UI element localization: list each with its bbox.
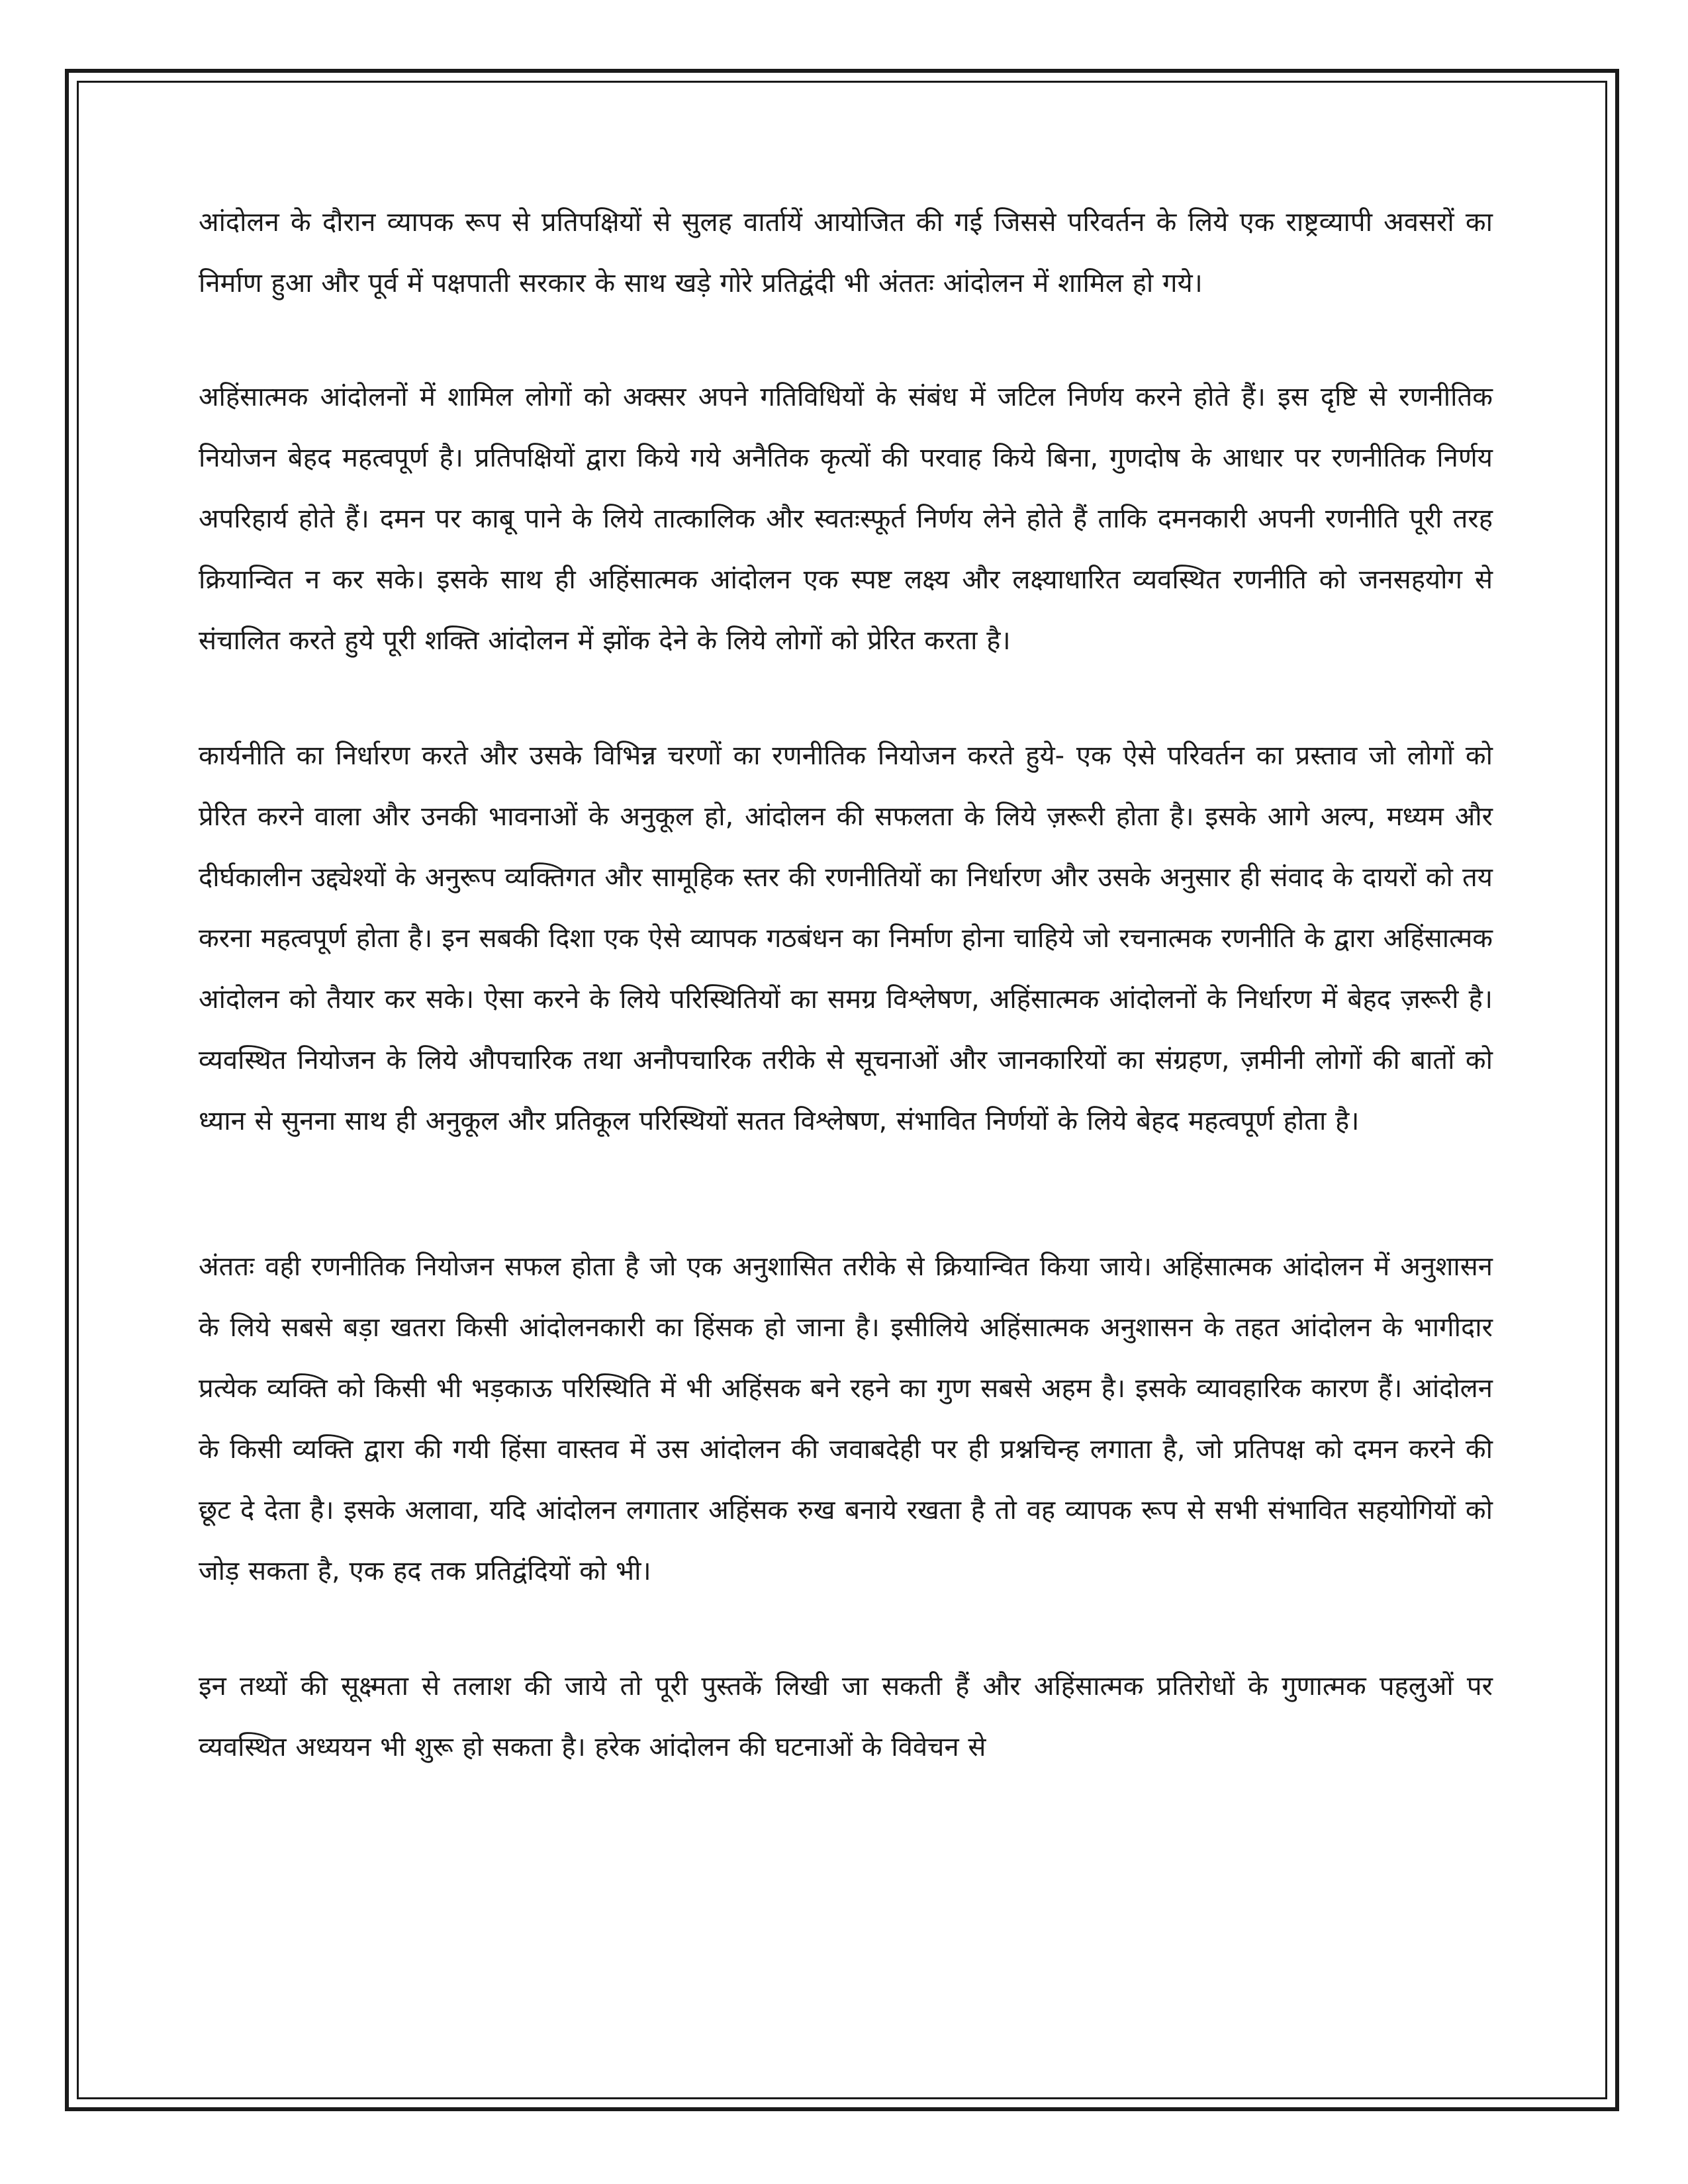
paragraph-4: अंततः वही रणनीतिक नियोजन सफल होता है जो एक अनुशासित तरीके से क्रियान्वित किया जाये। अहिंसात्मक आंदोलन में अनुशासन के लिये सबसे बड़ा खतरा किसी आंदोलनकारी का हिंसक हो जाना है। इसीलिये अहिंसात्मक अनुशासन के तहत आंदोलन के भागीदार प्रत्येक व्यक्ति को किसी भी भड़काऊ परिस्थिति में भी अहिंसक बने रहने का गुण सबसे अहम है। इसके व्यावहारिक कारण हैं। आंदोलन के किसी व्यक्ति द्वारा की गयी हिंसा वास्तव में उस आंदोलन की जवाबदेही पर ही प्रश्नचिन्ह लगाता है, जो प्रतिपक्ष को दमन करने की छूट दे देता है। इसके अलावा, यदि आंदोलन लगातार अहिंसक रुख बनाये रखता है तो वह व्यापक रूप से सभी संभावित सहयोगियों को जोड़ सकता है, एक हद तक प्रतिद्वंदियों को भी। <box>199 1251 1493 1586</box>
paragraph-3: कार्यनीति का निर्धारण करते और उसके विभिन्न चरणों का रणनीतिक नियोजन करते हुये- एक ऐसे परिवर्तन का प्रस्ताव जो लोगों को प्रेरित करने वाला और उनकी भावनाओं के अनुकूल हो, आंदोलन की सफलता के लिये ज़रूरी होता है। इसके आगे अल्प, मध्यम और दीर्घकालीन उद्द्येश्यों के अनुरूप व्यक्तिगत और सामूहिक स्तर की रणनीतियों का निर्धारण और उसके अनुसार ही संवाद के दायरों को तय करना महत्वपूर्ण होता है। इन सबकी दिशा एक ऐसे व्यापक गठबंधन का निर्माण होना चाहिये जो रचनात्मक रणनीति के द्वारा अहिंसात्मक आंदोलन को तैयार कर सके। ऐसा करने के लिये परिस्थितियों का समग्र विश्लेषण, अहिंसात्मक आंदोलनों के निर्धारण में बेहद ज़रूरी है। व्यवस्थित नियोजन के लिये औपचारिक तथा अनौपचारिक तरीके से सूचनाओं और जानकारियों का संग्रहण, ज़मीनी लोगों की बातों को ध्यान से सुनना साथ ही अनुकूल और प्रतिकूल परिस्थियों सतत विश्लेषण, संभावित निर्णयों के लिये बेहद महत्वपूर्ण होता है। <box>199 741 1493 1136</box>
document-body <box>199 192 1493 1778</box>
paragraph-2: अहिंसात्मक आंदोलनों में शामिल लोगों को अक्सर अपने गतिविधियों के संबंध में जटिल निर्णय करने होते हैं। इस दृष्टि से रणनीतिक नियोजन बेहद महत्वपूर्ण है। प्रतिपक्षियों द्वारा किये गये अनैतिक कृत्यों की परवाह किये बिना, गुणदोष के आधार पर रणनीतिक निर्णय अपरिहार्य होते हैं। दमन पर काबू पाने के लिये तात्कालिक और स्वतःस्फूर्त निर्णय लेने होते हैं ताकि दमनकारी अपनी रणनीति पूरी तरह क्रियान्वित न कर सके। इसके साथ ही अहिंसात्मक आंदोलन एक स्पष्ट लक्ष्य और लक्ष्याधारित व्यवस्थित रणनीति को जनसहयोग से संचालित करते हुये पूरी शक्ति आंदोलन में झोंक देने के लिये लोगों को प्रेरित करता है। <box>199 382 1493 656</box>
paragraph-1: आंदोलन के दौरान व्यापक रूप से प्रतिपक्षियों से सुलह वार्तायें आयोजित की गई जिससे परिवर्तन के लिये एक राष्ट्रव्यापी अवसरों का निर्माण हुआ और पूर्व में पक्षपाती सरकार के साथ खड़े गोरे प्रतिद्वंदी भी अंततः आंदोलन में शामिल हो गये। <box>199 207 1493 298</box>
paragraph-5: इन तथ्यों की सूक्ष्मता से तलाश की जाये तो पूरी पुस्तकें लिखी जा सकती हैं और अहिंसात्मक प्रतिरोधों के गुणात्मक पहलुओं पर व्यवस्थित अध्ययन भी शुरू हो सकता है। हरेक आंदोलन की घटनाओं के विवेचन से <box>199 1671 1493 1762</box>
